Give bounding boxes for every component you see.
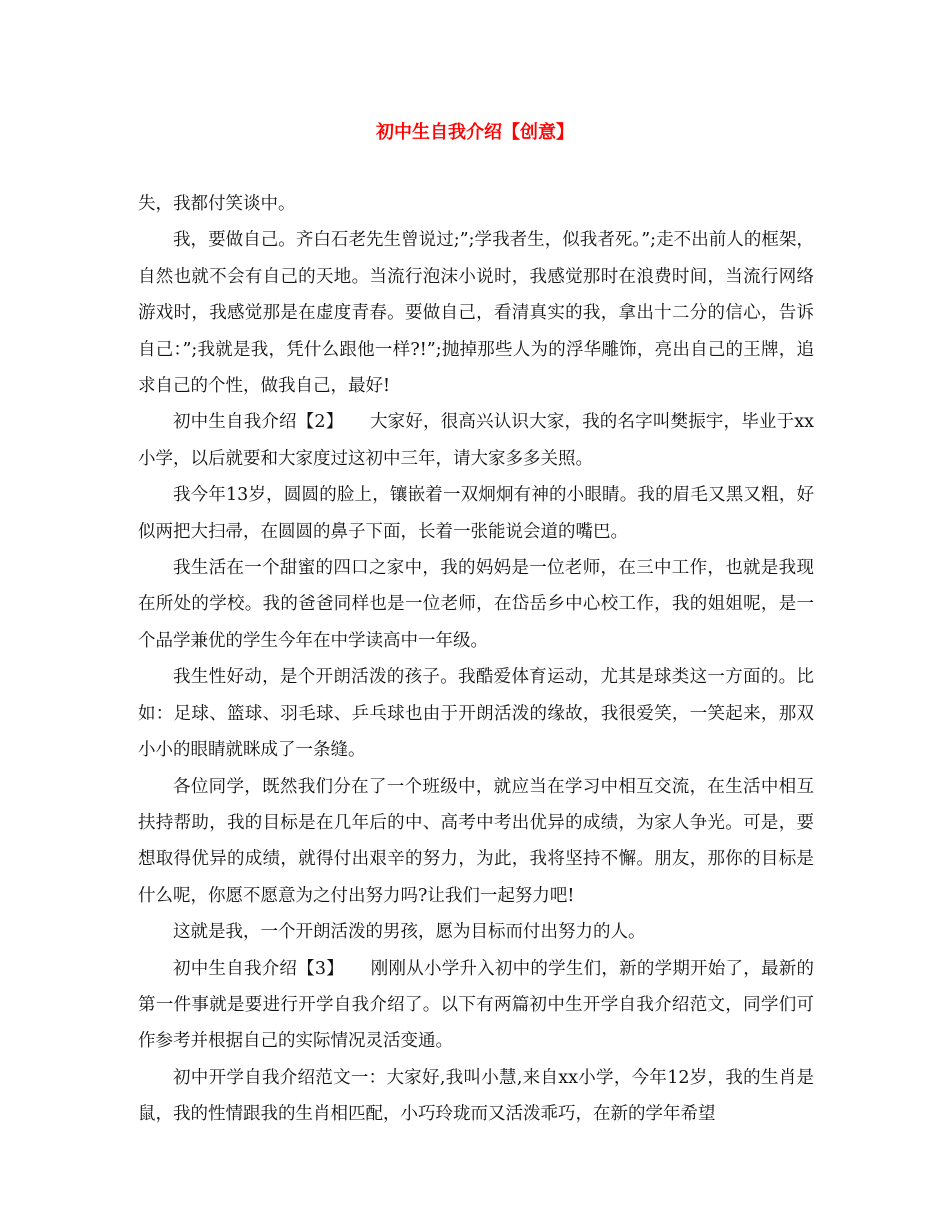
- paragraph: 我今年13岁，圆圆的脸上，镶嵌着一双炯炯有神的小眼睛。我的眉毛又黑又粗，好似两把大扫帚，在圆圆的鼻子下面，长着一张能说会道的嘴巴。: [138, 485, 814, 542]
- paragraph: 我生活在一个甜蜜的四口之家中，我的妈妈是一位老师，在三中工作，也就是我现在所处的学校。我的爸爸同样也是一位老师，在岱岳乡中心校工作，我的姐姐呢，是一个品学兼优的学生今年在中学读高中一年级。: [138, 558, 814, 651]
- paragraph: 我生性好动，是个开朗活泼的孩子。我酷爱体育运动，尤其是球类这一方面的。比如：足球、篮球、羽毛球、乒乓球也由于开朗活泼的缘故，我很爱笑，一笑起来，那双小小的眼睛就眯成了一条缝。: [138, 667, 814, 761]
- document-body: [138, 186, 814, 1133]
- paragraph: 我，要做自己。齐白石老先生曾说过;”;学我者生，似我者死。”;走不出前人的框架，自然也就不会有自己的天地。当流行泡沫小说时，我感觉那时在浪费时间，当流行网络游戏时，我感觉那是在虚度青春。要做自己，看清真实的我，拿出十二分的信心，告诉自己：”;我就是我，凭什么跟他一样?!”;抛掉那些人为的浮华雕饰，亮出自己的王牌，追求自己的个性，做我自己，最好!: [138, 230, 814, 397]
- paragraph-section-2: 初中生自我介绍【2】 大家好，很高兴认识大家，我的名字叫樊振宇，毕业于xx小学，以后就要和大家度过这初中三年，请大家多多关照。: [138, 412, 814, 469]
- paragraph-section-3: 初中生自我介绍【3】 刚刚从小学升入初中的学生们，新的学期开始了，最新的第一件事就是要进行开学自我介绍了。以下有两篇初中生开学自我介绍范文，同学们可作参考并根据自己的实际情况灵活变通。: [138, 958, 814, 1052]
- paragraph: 这就是我，一个开朗活泼的男孩，愿为目标而付出努力的人。: [173, 922, 646, 943]
- document-title: 初中生自我介绍【创意】: [376, 122, 574, 143]
- paragraph: 初中开学自我介绍范文一：大家好,我叫小慧,来自xx小学，今年12岁，我的生肖是鼠，我的性情跟我的生肖相匹配，小巧玲珑而又活泼乖巧，在新的学年希望: [138, 1067, 814, 1125]
- paragraph-continuation: 失，我都付笑谈中。: [138, 194, 296, 214]
- paragraph: 各位同学，既然我们分在了一个班级中，就应当在学习中相互交流，在生活中相互扶持帮助，我的目标是在几年后的中、高考中考出优异的成绩，为家人争光。可是，要想取得优异的成绩，就得付出艰辛的努力，为此，我将坚持不懈。朋友，那你的目标是什么呢，你愿不愿意为之付出努力吗?让我们一起努力吧!: [138, 776, 814, 906]
